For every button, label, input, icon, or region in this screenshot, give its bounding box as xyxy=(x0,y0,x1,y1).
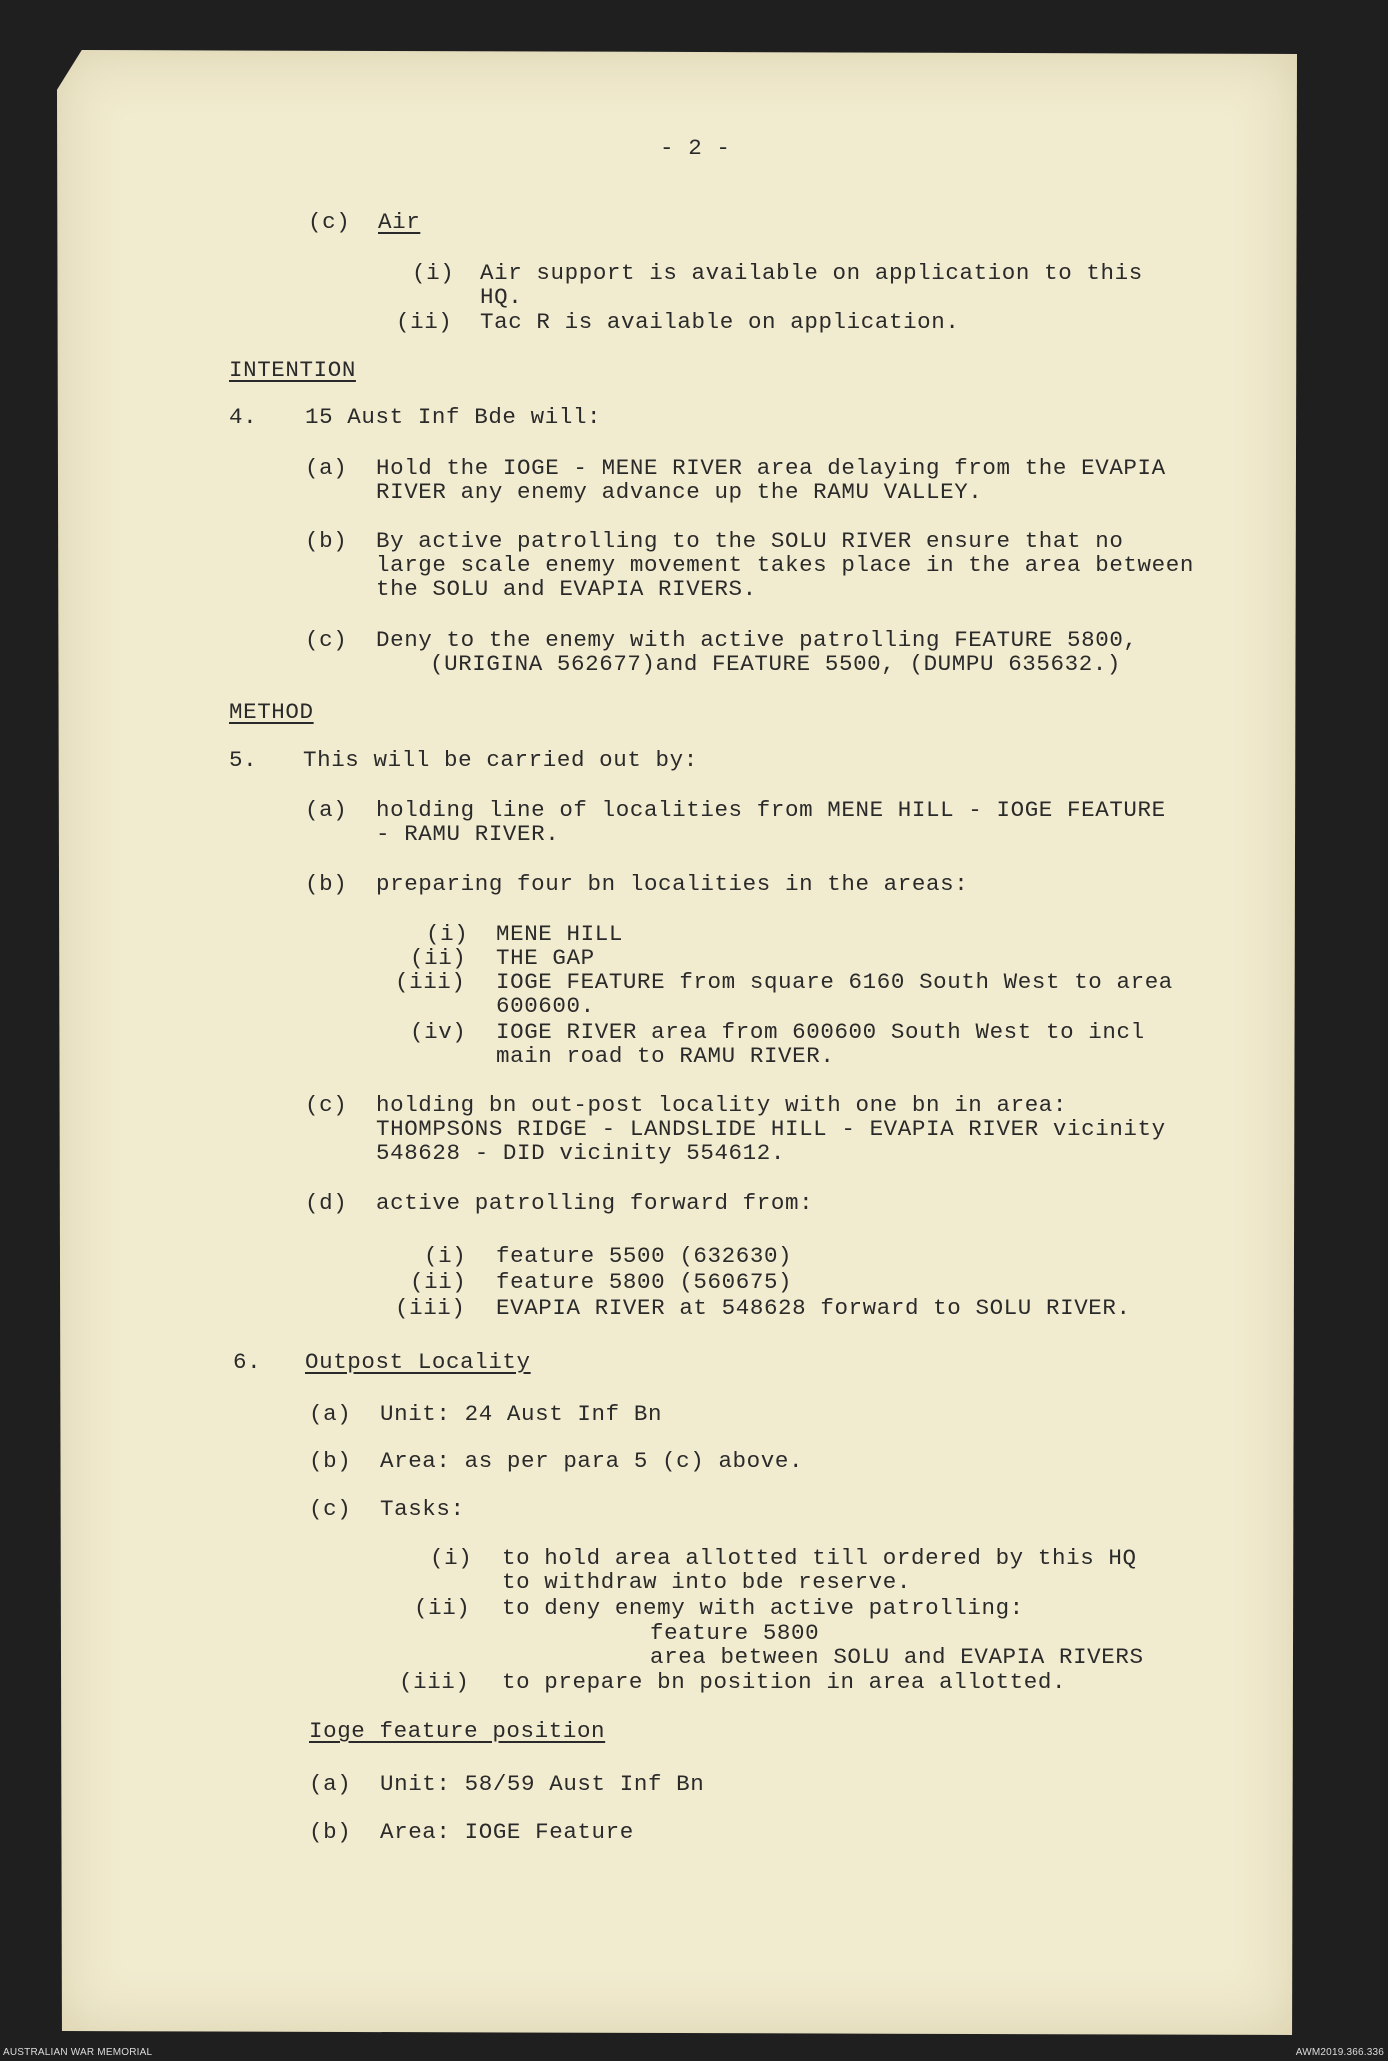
para-number: 6. xyxy=(233,1349,262,1375)
sub-num: (ii) xyxy=(414,1595,471,1621)
sub-text: to deny enemy with active patrolling: xyxy=(502,1595,1024,1621)
sub-text: to prepare bn position in area allotted. xyxy=(502,1669,1067,1695)
para-number: 4. xyxy=(229,404,258,430)
item-text: Area: IOGE Feature xyxy=(380,1819,634,1845)
item-label: (c) xyxy=(309,1496,352,1522)
item-text: - RAMU RIVER. xyxy=(376,821,560,847)
sub-text: main road to RAMU RIVER. xyxy=(496,1043,835,1069)
sub-text: to hold area allotted till ordered by this HQ xyxy=(502,1545,1137,1571)
item-label: (b) xyxy=(309,1448,352,1474)
sub-text: IOGE RIVER area from 600600 South West to incl xyxy=(496,1019,1145,1045)
item-text: the SOLU and EVAPIA RIVERS. xyxy=(376,576,757,602)
item-text: Tasks: xyxy=(380,1496,465,1522)
sub-text: THE GAP xyxy=(496,945,595,971)
item-text: large scale enemy movement takes place in the area between xyxy=(376,552,1194,578)
item-label: (c) xyxy=(305,627,348,653)
sub-text: EVAPIA RIVER at 548628 forward to SOLU RIVER. xyxy=(496,1295,1131,1321)
item-text: active patrolling forward from: xyxy=(376,1190,814,1216)
item-text: Hold the IOGE - MENE RIVER area delaying from the EVAPIA xyxy=(376,455,1166,481)
sub-text: MENE HILL xyxy=(496,921,623,947)
sub-num: (i) xyxy=(424,1243,467,1269)
item-label: (b) xyxy=(305,528,348,554)
sub-text: area between SOLU and EVAPIA RIVERS xyxy=(650,1644,1144,1670)
air-item-text: Tac R is available on application. xyxy=(480,309,960,335)
item-text: holding bn out-post locality with one bn in area: xyxy=(376,1092,1068,1118)
sub-text: to withdraw into bde reserve. xyxy=(502,1569,911,1595)
item-text: Deny to the enemy with active patrolling FEATURE 5800, xyxy=(376,627,1138,653)
intention-heading: INTENTION xyxy=(229,357,356,383)
item-text: Area: as per para 5 (c) above. xyxy=(380,1448,804,1474)
air-item-num: (ii) xyxy=(396,309,453,335)
sub-num: (iii) xyxy=(395,969,466,995)
archive-footer-left: AUSTRALIAN WAR MEMORIAL xyxy=(3,2047,153,2058)
ioge-heading: Ioge feature position xyxy=(309,1718,606,1744)
sub-num: (iii) xyxy=(399,1669,470,1695)
para-number: 5. xyxy=(229,747,258,773)
item-text: THOMPSONS RIDGE - LANDSLIDE HILL - EVAPIA RIVER vicinity xyxy=(376,1116,1166,1142)
page-number: - 2 - xyxy=(660,135,731,161)
air-item-text: Air support is available on application to this xyxy=(480,260,1143,286)
sub-num: (ii) xyxy=(410,945,467,971)
air-label: (c) xyxy=(308,209,351,235)
item-label: (d) xyxy=(305,1190,348,1216)
sub-text: 600600. xyxy=(496,993,595,1019)
item-text: By active patrolling to the SOLU RIVER ensure that no xyxy=(376,528,1124,554)
sub-num: (iii) xyxy=(395,1295,466,1321)
sub-text: feature 5800 (560675) xyxy=(496,1269,793,1295)
sub-num: (i) xyxy=(430,1545,473,1571)
air-heading: Air xyxy=(378,209,421,235)
item-text: 548628 - DID vicinity 554612. xyxy=(376,1140,785,1166)
item-label: (a) xyxy=(305,455,348,481)
item-label: (a) xyxy=(305,797,348,823)
item-text: Unit: 24 Aust Inf Bn xyxy=(380,1401,663,1427)
air-item-num: (i) xyxy=(412,260,455,286)
para-text: This will be carried out by: xyxy=(303,747,698,773)
item-text: Unit: 58/59 Aust Inf Bn xyxy=(380,1771,705,1797)
item-label: (a) xyxy=(309,1771,352,1797)
item-label: (b) xyxy=(305,871,348,897)
sub-num: (i) xyxy=(426,921,469,947)
outpost-heading: Outpost Locality xyxy=(305,1349,531,1375)
item-label: (a) xyxy=(309,1401,352,1427)
sub-text: feature 5500 (632630) xyxy=(496,1243,793,1269)
item-text: (URIGINA 562677)and FEATURE 5500, (DUMPU 635632.) xyxy=(430,651,1122,677)
sub-num: (ii) xyxy=(410,1269,467,1295)
archive-footer-right: AWM2019.366.336 xyxy=(1295,2047,1384,2058)
sub-text: feature 5800 xyxy=(650,1620,820,1646)
sub-num: (iv) xyxy=(410,1019,467,1045)
item-label: (c) xyxy=(305,1092,348,1118)
item-text: RIVER any enemy advance up the RAMU VALLEY. xyxy=(376,479,983,505)
para-text: 15 Aust Inf Bde will: xyxy=(305,404,602,430)
item-text: holding line of localities from MENE HILL - IOGE FEATURE xyxy=(376,797,1166,823)
method-heading: METHOD xyxy=(229,699,314,725)
sub-text: IOGE FEATURE from square 6160 South West to area xyxy=(496,969,1173,995)
item-label: (b) xyxy=(309,1819,352,1845)
item-text: preparing four bn localities in the areas: xyxy=(376,871,969,897)
air-item-text: HQ. xyxy=(480,284,523,310)
